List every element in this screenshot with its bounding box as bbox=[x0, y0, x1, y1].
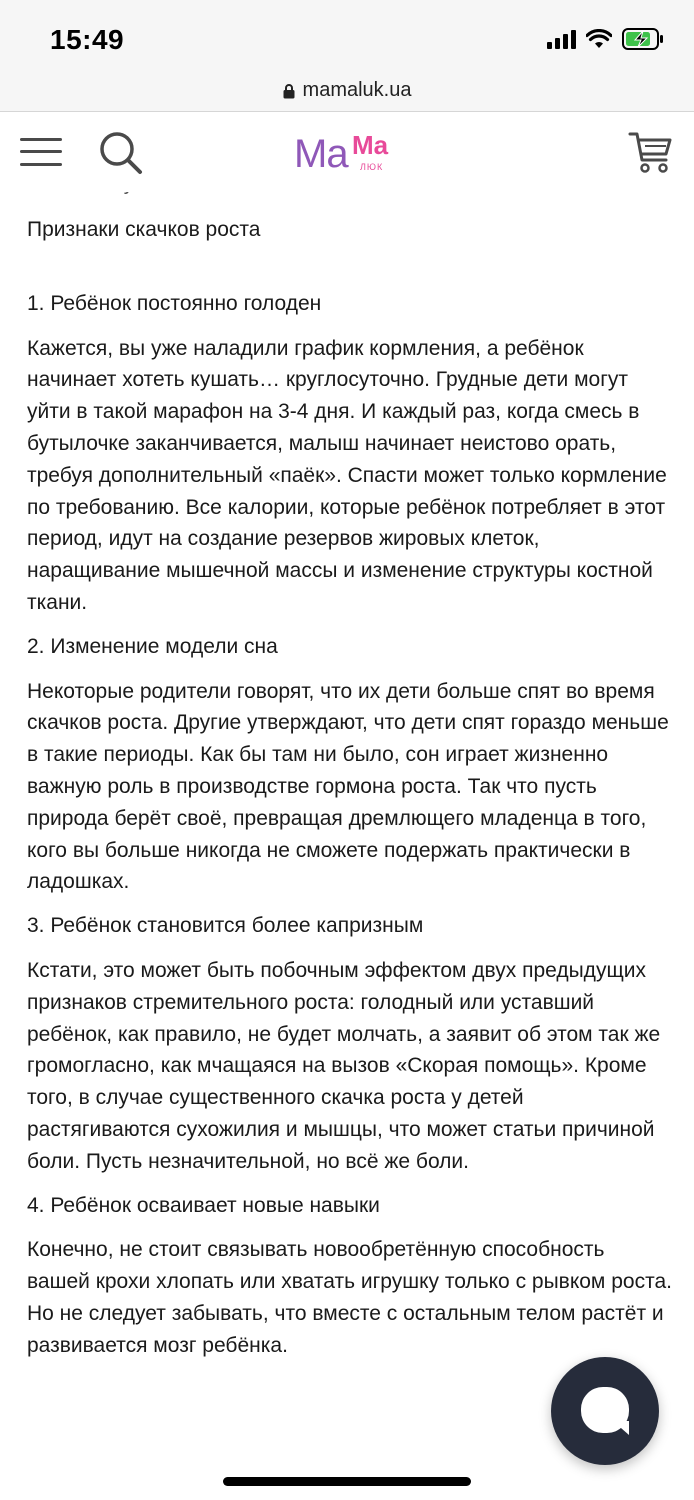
article-body bbox=[27, 192, 672, 1362]
logo-sub-text: ЛЮК bbox=[360, 162, 384, 172]
chat-icon-tail bbox=[613, 1421, 629, 1435]
status-time: 15:49 bbox=[50, 24, 125, 55]
address-bar[interactable] bbox=[0, 70, 694, 112]
section-heading: 2. Изменение модели сна bbox=[27, 634, 278, 658]
hamburger-menu-icon[interactable] bbox=[20, 136, 62, 168]
status-bar bbox=[0, 0, 694, 70]
section-paragraph: Некоторые родители говорят, что их дети больше спят во время скачков роста. Другие утверждают, что дети спят гораздо меньше в такие периоды. Как бы там ни было, сон играет жизненно важную роль в производстве гормона роста. Так что пусть природа берёт своё, превращая дремлющего младенца в того, кого вы больше никогда не сможете подержать практически в ладошках. bbox=[27, 679, 669, 894]
site-header bbox=[0, 112, 694, 192]
section-heading: 4. Ребёнок осваивает новые навыки bbox=[27, 1193, 380, 1217]
battery-charging-icon bbox=[622, 28, 664, 50]
url-text: mamaluk.ua bbox=[302, 79, 412, 101]
section-heading: 3. Ребёнок становится более капризным bbox=[27, 914, 424, 938]
section-paragraph: Кажется, вы уже наладили график кормления, а ребёнок начинает хотеть кушать… круглосуточно. Грудные дети могут уйти в такой марафон на 3-4 дня. И каждый раз, когда смесь в бутылочке заканчивается, малыш начинает неистово орать, требуя дополнительный «паёк». Спасти может только кормление по требованию. Все калории, которые ребёнок потребляет в этот период, идут на создание резервов жировых клеток, наращивание мышечной массы и изменение структуры костной ткани. bbox=[27, 336, 667, 614]
chat-button[interactable] bbox=[551, 1357, 659, 1465]
signal-icon bbox=[547, 29, 576, 49]
cart-icon[interactable] bbox=[628, 130, 674, 174]
section-paragraph: Конечно, не стоит связывать новообретённую способность вашей крохи хлопать или хватать игрушку только с рывком роста. Но не следует забывать, что вместе с остальным телом растёт и развивается мозг ребёнка. bbox=[27, 1238, 672, 1357]
logo-sup-text: Ma bbox=[352, 130, 389, 160]
section-heading: 1. Ребёнок постоянно голоден bbox=[27, 291, 322, 315]
article-subtitle: Признаки скачков роста bbox=[27, 218, 261, 241]
site-logo[interactable] bbox=[294, 132, 404, 176]
section-paragraph: Кстати, это может быть побочным эффектом двух предыдущих признаков стремительного роста: голодный или уставший ребёнок, как правило, не будет молчать, а заявит об этом так же громогласно, как мчащаяся на вызов «Скорая помощь». Кроме того, в случае существенного скачка роста у детей растягиваются сухожилия и мышцы, что может статьи причиной боли. Пусть незначительной, но всё же боли. bbox=[27, 958, 661, 1173]
logo-main-text: Ma bbox=[294, 132, 348, 176]
status-icons bbox=[547, 28, 664, 50]
lock-icon bbox=[283, 83, 295, 99]
wifi-icon bbox=[586, 29, 612, 49]
home-indicator[interactable] bbox=[223, 1477, 471, 1486]
search-icon[interactable] bbox=[98, 130, 144, 176]
